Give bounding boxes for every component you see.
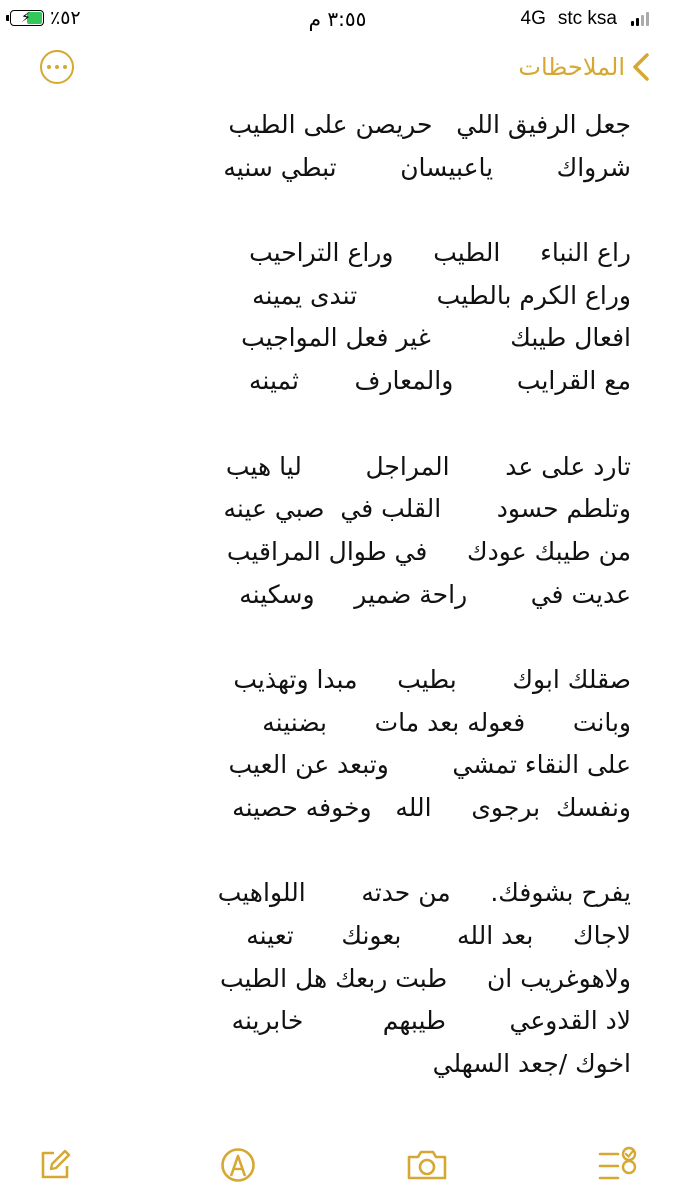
chevron-left-icon bbox=[631, 52, 651, 82]
note-line: اخوك /جعد السهلي bbox=[432, 1049, 631, 1079]
note-stanza bbox=[0, 659, 631, 830]
note-line: وراع الكرم بالطيب تندى يمينه bbox=[252, 280, 631, 310]
back-label: الملاحظات bbox=[518, 53, 625, 81]
back-button[interactable] bbox=[518, 52, 651, 82]
camera-icon[interactable] bbox=[404, 1146, 450, 1184]
markup-pen-icon[interactable] bbox=[219, 1146, 257, 1184]
status-time: ٣:٥٥ م bbox=[308, 7, 367, 31]
note-line: وتلطم حسود القلب في صبي عينه bbox=[223, 494, 631, 524]
note-stanza bbox=[0, 232, 631, 403]
note-line: ونفسك برجوى الله وخوفه حصينه bbox=[232, 793, 631, 822]
note-line: مع القرايب والمعارف ثمينه bbox=[249, 366, 631, 396]
note-line: ولاهوغريب ان طبت ربعك هل الطيب bbox=[219, 963, 631, 993]
network-type: 4G bbox=[520, 8, 546, 29]
signal-icon bbox=[631, 12, 649, 26]
note-stanza bbox=[0, 104, 631, 189]
note-line: شرواك ياعبيسان تبطي سنيه bbox=[223, 152, 631, 182]
note-stanza bbox=[0, 446, 631, 617]
note-line: وبانت فعوله بعد مات بضنينه bbox=[262, 707, 631, 737]
more-options-button[interactable] bbox=[40, 50, 74, 84]
note-line: عديت في راحة ضمير وسكينه bbox=[239, 579, 631, 609]
battery-percent: ٪٥٢ bbox=[50, 7, 81, 29]
bottom-toolbar bbox=[0, 1140, 675, 1190]
ellipsis-dot bbox=[47, 65, 51, 69]
note-line: تارد على عد المراجل ليا هيب bbox=[225, 451, 631, 481]
status-bar bbox=[0, 0, 675, 40]
note-stanza bbox=[0, 872, 631, 1085]
ellipsis-dot bbox=[55, 65, 59, 69]
note-line: لاجاك بعد الله بعونك تعينه bbox=[246, 921, 631, 951]
nav-bar bbox=[0, 44, 675, 94]
note-line: راع النباء الطيب وراع التراحيب bbox=[249, 238, 631, 268]
note-line: صقلك ابوك بطيب مبدا وتهذيب bbox=[233, 664, 631, 694]
note-line: افعال طيبك غير فعل المواجيب bbox=[241, 323, 631, 353]
carrier-name: stc ksa bbox=[557, 8, 617, 29]
note-line: على النقاء تمشي وتبعد عن العيب bbox=[228, 750, 631, 780]
carrier-group bbox=[521, 8, 649, 30]
note-line: يفرح بشوفك. من حدته اللواهيب bbox=[217, 878, 631, 908]
charging-bolt-icon: ⚡ bbox=[21, 10, 31, 26]
ellipsis-dot bbox=[63, 65, 67, 69]
compose-icon[interactable] bbox=[36, 1146, 74, 1184]
note-line: لاد القدوعي طيبهم خابرينه bbox=[231, 1006, 631, 1036]
checklist-icon[interactable] bbox=[596, 1146, 640, 1184]
note-line: من طيبك عودك في طوال المراقيب bbox=[226, 536, 631, 566]
note-body[interactable] bbox=[0, 104, 631, 1129]
note-line: جعل الرفيق اللي حريصن على الطيب bbox=[228, 110, 631, 139]
